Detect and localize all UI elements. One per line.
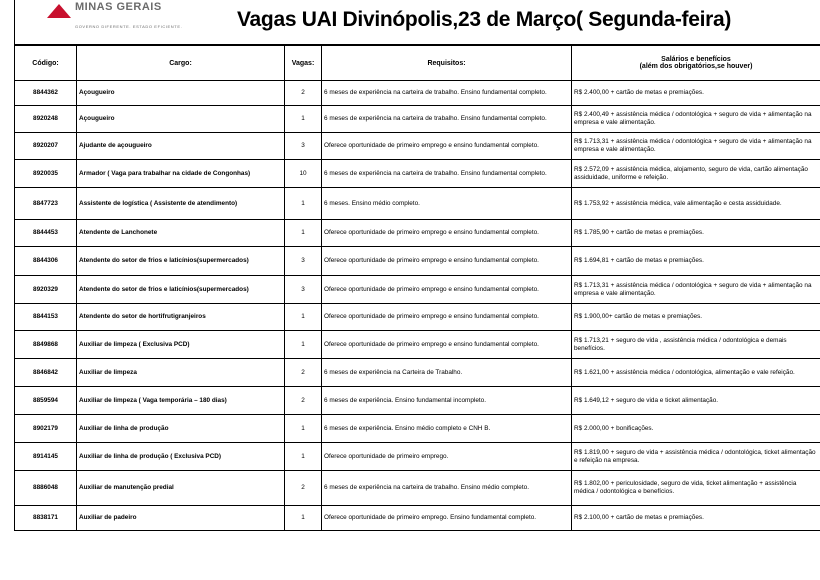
table-row bbox=[15, 188, 820, 220]
cell-vacancies: 2 bbox=[285, 81, 322, 106]
cell-salary: R$ 2.100,00 + cartão de metas e premiações. bbox=[572, 506, 820, 531]
cell-role: Atendente de Lanchonete bbox=[77, 220, 285, 247]
header-salary-line1: Salários e benefícios bbox=[661, 56, 731, 63]
table-row bbox=[15, 276, 820, 304]
cell-requirements: 6 meses de experiência na carteira de trabalho. Ensino fundamental completo. bbox=[322, 81, 572, 106]
cell-role: Açougueiro bbox=[77, 81, 285, 106]
cell-vacancies: 1 bbox=[285, 443, 322, 471]
cell-requirements: Oferece oportunidade de primeiro emprego. bbox=[322, 443, 572, 471]
vacancies-table bbox=[14, 45, 820, 531]
cell-salary: R$ 1.713,31 + assistência médica / odontológica + seguro de vida + alimentação na empresa e vale alimentação. bbox=[572, 276, 820, 304]
cell-vacancies: 1 bbox=[285, 106, 322, 133]
cell-code: 8844453 bbox=[15, 220, 77, 247]
cell-requirements: 6 meses de experiência na carteira de trabalho. Ensino fundamental completo. bbox=[322, 160, 572, 188]
cell-role: Ajudante de açougueiro bbox=[77, 133, 285, 160]
cell-salary: R$ 2.400,49 + assistência médica / odontológica + seguro de vida + alimentação na empresa e vale alimentação. bbox=[572, 106, 820, 133]
cell-requirements: 6 meses de experiência na carteira de trabalho. Ensino fundamental completo. bbox=[322, 106, 572, 133]
cell-vacancies: 3 bbox=[285, 133, 322, 160]
table-header-row bbox=[15, 46, 820, 81]
cell-code: 8847723 bbox=[15, 188, 77, 220]
table-row bbox=[15, 471, 820, 506]
table-row bbox=[15, 331, 820, 359]
cell-role: Açougueiro bbox=[77, 106, 285, 133]
cell-role: Auxiliar de linha de produção ( Exclusiva PCD) bbox=[77, 443, 285, 471]
cell-requirements: Oferece oportunidade de primeiro emprego e ensino fundamental completo. bbox=[322, 220, 572, 247]
cell-code: 8920035 bbox=[15, 160, 77, 188]
cell-role: Auxiliar de padeiro bbox=[77, 506, 285, 531]
cell-requirements: Oferece oportunidade de primeiro emprego e ensino fundamental completo. bbox=[322, 331, 572, 359]
cell-salary: R$ 2.000,00 + bonificações. bbox=[572, 415, 820, 443]
cell-code: 8849868 bbox=[15, 331, 77, 359]
cell-salary: R$ 1.694,81 + cartão de metas e premiações. bbox=[572, 247, 820, 276]
cell-vacancies: 1 bbox=[285, 331, 322, 359]
cell-code: 8920248 bbox=[15, 106, 77, 133]
table-row bbox=[15, 387, 820, 415]
triangle-logo-icon bbox=[47, 4, 71, 18]
table-row bbox=[15, 220, 820, 247]
header-code: Código: bbox=[15, 46, 77, 81]
cell-requirements: 6 meses de experiência. Ensino médio completo e CNH B. bbox=[322, 415, 572, 443]
cell-salary: R$ 1.753,92 + assistência médica, vale alimentação e cesta assiduidade. bbox=[572, 188, 820, 220]
cell-vacancies: 1 bbox=[285, 415, 322, 443]
cell-salary: R$ 2.400,00 + cartão de metas e premiações. bbox=[572, 81, 820, 106]
cell-requirements: 6 meses de experiência na carteira de trabalho. Ensino médio completo. bbox=[322, 471, 572, 506]
cell-salary: R$ 1.713,31 + assistência médica / odontológica + seguro de vida + alimentação na empresa e vale alimentação. bbox=[572, 133, 820, 160]
cell-salary: R$ 1.900,00+ cartão de metas e premiações. bbox=[572, 304, 820, 331]
cell-role: Auxiliar de linha de produção bbox=[77, 415, 285, 443]
cell-requirements: Oferece oportunidade de primeiro emprego e ensino fundamental completo. bbox=[322, 276, 572, 304]
cell-vacancies: 3 bbox=[285, 247, 322, 276]
cell-salary: R$ 1.713,21 + seguro de vida , assistência médica / odontológica e demais benefícios. bbox=[572, 331, 820, 359]
table-row bbox=[15, 359, 820, 387]
cell-salary: R$ 1.802,00 + periculosidade, seguro de vida, ticket alimentação + assistência médica / odontológica e benefícios. bbox=[572, 471, 820, 506]
table-row bbox=[15, 106, 820, 133]
cell-requirements: 6 meses de experiência. Ensino fundamental incompleto. bbox=[322, 387, 572, 415]
header-vacancies: Vagas: bbox=[285, 46, 322, 81]
header-salary-line2: (além dos obrigatórios,se houver) bbox=[639, 63, 753, 70]
table-row bbox=[15, 304, 820, 331]
header-requirements: Requisitos: bbox=[322, 46, 572, 81]
cell-salary: R$ 1.819,00 + seguro de vida + assistência médica / odontológica, ticket alimentação e refeição na empresa. bbox=[572, 443, 820, 471]
cell-salary: R$ 1.649,12 + seguro de vida e ticket alimentação. bbox=[572, 387, 820, 415]
cell-code: 8886048 bbox=[15, 471, 77, 506]
logo-name: MINAS GERAIS bbox=[75, 1, 162, 13]
table-row bbox=[15, 81, 820, 106]
cell-vacancies: 2 bbox=[285, 471, 322, 506]
cell-code: 8920329 bbox=[15, 276, 77, 304]
table-row bbox=[15, 247, 820, 276]
table-row bbox=[15, 160, 820, 188]
cell-vacancies: 1 bbox=[285, 506, 322, 531]
cell-requirements: 6 meses de experiência na Carteira de Trabalho. bbox=[322, 359, 572, 387]
cell-code: 8914145 bbox=[15, 443, 77, 471]
document-header bbox=[14, 0, 820, 45]
cell-code: 8846842 bbox=[15, 359, 77, 387]
logo-tagline: GOVERNO DIFERENTE. ESTADO EFICIENTE. bbox=[75, 24, 183, 29]
cell-role: Auxiliar de limpeza ( Exclusiva PCD) bbox=[77, 331, 285, 359]
cell-role: Atendente do setor de hortifrutigranjeiros bbox=[77, 304, 285, 331]
cell-role: Auxiliar de limpeza ( Vaga temporária – 180 dias) bbox=[77, 387, 285, 415]
cell-code: 8844153 bbox=[15, 304, 77, 331]
cell-role: Auxiliar de limpeza bbox=[77, 359, 285, 387]
cell-code: 8859594 bbox=[15, 387, 77, 415]
cell-salary: R$ 1.621,00 + assistência médica / odontológica, alimentação e vale refeição. bbox=[572, 359, 820, 387]
cell-vacancies: 2 bbox=[285, 359, 322, 387]
cell-requirements: Oferece oportunidade de primeiro emprego e ensino fundamental completo. bbox=[322, 133, 572, 160]
cell-salary: R$ 1.785,90 + cartão de metas e premiações. bbox=[572, 220, 820, 247]
table-row bbox=[15, 133, 820, 160]
cell-role: Assistente de logística ( Assistente de atendimento) bbox=[77, 188, 285, 220]
cell-code: 8838171 bbox=[15, 506, 77, 531]
table-row bbox=[15, 415, 820, 443]
cell-requirements: Oferece oportunidade de primeiro emprego e ensino fundamental completo. bbox=[322, 247, 572, 276]
table-body bbox=[15, 81, 820, 531]
cell-code: 8920207 bbox=[15, 133, 77, 160]
cell-vacancies: 1 bbox=[285, 304, 322, 331]
cell-vacancies: 1 bbox=[285, 188, 322, 220]
cell-role: Auxiliar de manutenção predial bbox=[77, 471, 285, 506]
cell-requirements: Oferece oportunidade de primeiro emprego e ensino fundamental completo. bbox=[322, 304, 572, 331]
cell-role: Atendente do setor de frios e laticínios(supermercados) bbox=[77, 247, 285, 276]
cell-vacancies: 2 bbox=[285, 387, 322, 415]
minas-gerais-logo bbox=[47, 2, 182, 34]
cell-code: 8902179 bbox=[15, 415, 77, 443]
cell-vacancies: 1 bbox=[285, 220, 322, 247]
cell-role: Armador ( Vaga para trabalhar na cidade de Congonhas) bbox=[77, 160, 285, 188]
cell-code: 8844362 bbox=[15, 81, 77, 106]
table-row bbox=[15, 443, 820, 471]
table-row bbox=[15, 506, 820, 531]
cell-vacancies: 3 bbox=[285, 276, 322, 304]
cell-vacancies: 10 bbox=[285, 160, 322, 188]
header-role: Cargo: bbox=[77, 46, 285, 81]
page-title: Vagas UAI Divinópolis,23 de Março( Segunda-feira) bbox=[237, 8, 732, 31]
cell-requirements: Oferece oportunidade de primeiro emprego. Ensino fundamental completo. bbox=[322, 506, 572, 531]
header-salary bbox=[572, 46, 820, 81]
cell-salary: R$ 2.572,09 + assistência médica, alojamento, seguro de vida, cartão alimentação assiduidade, uniforme e refeição. bbox=[572, 160, 820, 188]
cell-requirements: 6 meses. Ensino médio completo. bbox=[322, 188, 572, 220]
cell-code: 8844306 bbox=[15, 247, 77, 276]
cell-role: Atendente do setor de frios e laticínios(supermercados) bbox=[77, 276, 285, 304]
